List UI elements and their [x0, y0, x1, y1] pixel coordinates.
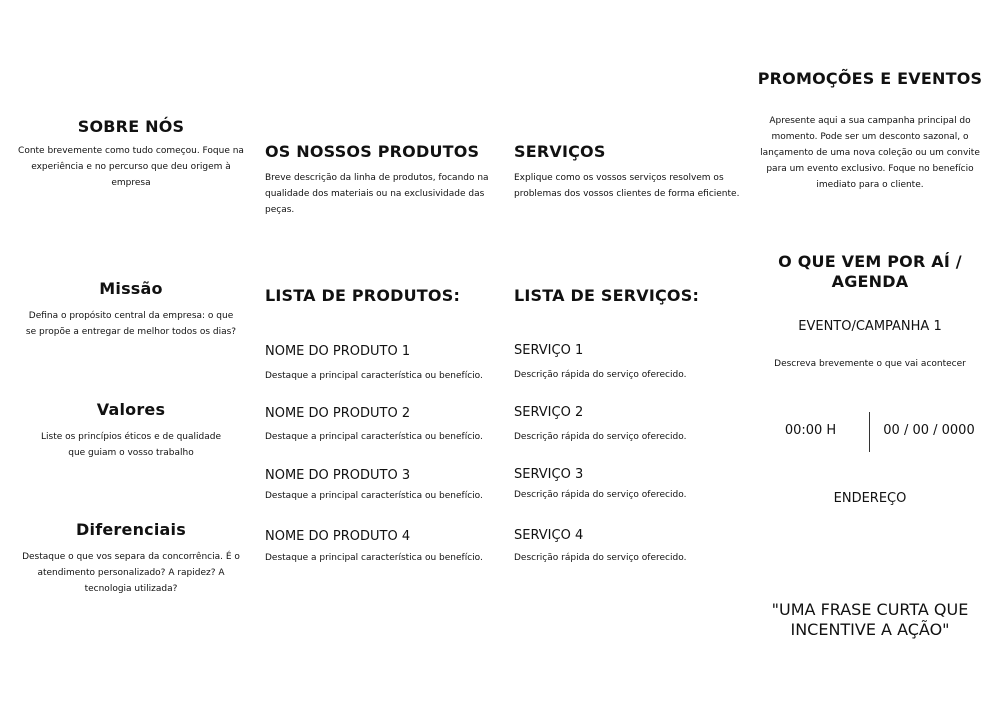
promotions-text: Apresente aqui a sua campanha principal do momento. Pode ser um desconto sazonal, o lançamento de uma nova coleção ou um convite para um evento exclusivo. Foque no benefício imediato para o cliente.	[760, 116, 980, 190]
promotions-column	[752, 0, 988, 709]
product-desc: Destaque a principal característica ou benefício.	[265, 371, 483, 381]
products-column	[265, 0, 501, 709]
products-title: OS NOSSOS PRODUTOS	[265, 142, 480, 161]
service-name: SERVIÇO 3	[514, 467, 584, 482]
service-name: SERVIÇO 1	[514, 343, 584, 358]
service-desc: Descrição rápida do serviço oferecido.	[514, 432, 687, 442]
product-name: NOME DO PRODUTO 2	[265, 406, 411, 421]
agenda-title: O QUE VEM POR AÍ / AGENDA	[778, 252, 962, 291]
about-text: Conte brevemente como tudo começou. Foque na experiência e no percurso que deu origem à empresa	[18, 146, 244, 188]
product-name: NOME DO PRODUTO 4	[265, 529, 411, 544]
about-column	[14, 0, 248, 709]
event-date: 00 / 00 / 0000	[883, 423, 975, 438]
event-address: ENDEREÇO	[833, 491, 907, 506]
product-desc: Destaque a principal característica ou benefício.	[265, 432, 483, 442]
service-desc: Descrição rápida do serviço oferecido.	[514, 553, 687, 563]
mission-title: Missão	[99, 279, 163, 298]
service-desc: Descrição rápida do serviço oferecido.	[514, 490, 687, 500]
product-name: NOME DO PRODUTO 1	[265, 344, 411, 359]
values-title: Valores	[96, 400, 166, 419]
about-title: SOBRE NÓS	[77, 117, 185, 136]
services-title: SERVIÇOS	[514, 142, 606, 161]
event-desc: Descreva brevemente o que vai acontecer	[774, 359, 966, 369]
event-title: EVENTO/CAMPANHA 1	[798, 319, 942, 334]
promotions-title: PROMOÇÕES E EVENTOS	[757, 69, 983, 88]
products-list-title: LISTA DE PRODUTOS:	[265, 286, 461, 305]
service-desc: Descrição rápida do serviço oferecido.	[514, 370, 687, 380]
mission-text: Defina o propósito central da empresa: o que se propõe a entregar de melhor todos os dias?	[25, 311, 237, 337]
product-desc: Destaque a principal característica ou benefício.	[265, 491, 483, 501]
differentials-title: Diferenciais	[76, 520, 186, 539]
differentials-text: Destaque o que vos separa da concorrência. É o atendimento personalizado? A rapidez? A tecnologia utilizada?	[22, 552, 240, 594]
services-text: Explique como os vossos serviços resolvem os problemas dos vossos clientes de forma eficiente.	[514, 173, 740, 199]
product-desc: Destaque a principal característica ou benefício.	[265, 553, 483, 563]
products-text: Breve descrição da linha de produtos, focando na qualidade dos materiais ou na exclusividade das peças.	[265, 173, 489, 215]
call-to-action-quote: "UMA FRASE CURTA QUE INCENTIVE A AÇÃO"	[771, 600, 969, 639]
product-name: NOME DO PRODUTO 3	[265, 468, 411, 483]
service-name: SERVIÇO 2	[514, 405, 584, 420]
services-list-title: LISTA DE SERVIÇOS:	[514, 286, 700, 305]
event-time: 00:00 H	[784, 423, 837, 438]
service-name: SERVIÇO 4	[514, 528, 584, 543]
values-text: Liste os princípios éticos e de qualidade que guiam o vosso trabalho	[40, 432, 221, 458]
services-column	[514, 0, 740, 709]
